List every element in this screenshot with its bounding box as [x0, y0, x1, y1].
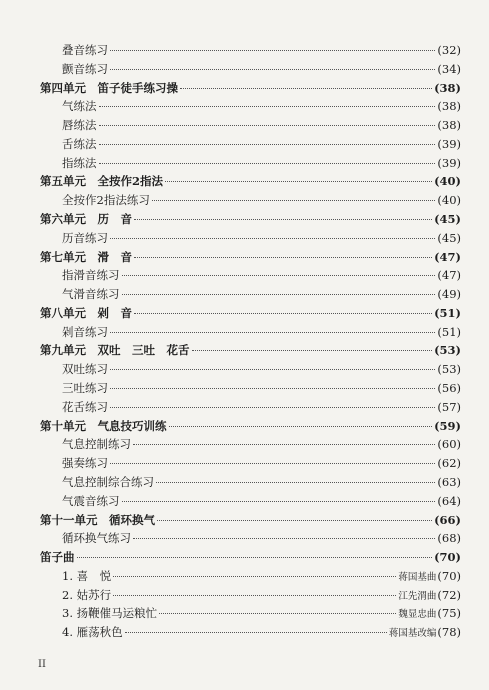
- toc-unit-heading: [40, 249, 461, 265]
- toc-entry-page: (38): [434, 80, 461, 95]
- toc-entry: [62, 587, 461, 603]
- toc-entry-page: (51): [437, 324, 461, 339]
- dot-leader: [122, 501, 436, 502]
- dot-leader: [180, 88, 432, 89]
- dot-leader: [113, 595, 396, 596]
- dot-leader: [122, 294, 436, 295]
- toc-unit-heading: [40, 305, 461, 321]
- toc-entry-title: 第四单元 笛子徒手练习操: [40, 80, 178, 95]
- toc-unit-heading: [40, 549, 461, 565]
- dot-leader: [99, 144, 436, 145]
- dot-leader: [99, 163, 436, 164]
- toc-entry-title: 第十一单元 循环换气: [40, 512, 155, 527]
- toc-entry-page: (59): [434, 418, 461, 433]
- toc-entry: [62, 98, 461, 114]
- toc-entry-title: 第五单元 全按作2指法: [40, 174, 164, 189]
- toc-entry: [62, 530, 461, 546]
- toc-entry-page: (70): [437, 568, 461, 583]
- dot-leader: [134, 257, 432, 258]
- toc-entry: [62, 267, 461, 283]
- toc-entry: [62, 192, 461, 208]
- toc-entry-title: 双吐练习: [62, 362, 108, 377]
- toc-entry: [62, 136, 461, 152]
- toc-unit-heading: [40, 418, 461, 434]
- toc-entry-page: (68): [437, 531, 461, 546]
- toc-entry-title: 全按作2指法练习: [62, 193, 150, 208]
- toc-entry-title: 第十单元 气息技巧训练: [40, 418, 167, 433]
- toc-unit-heading: [40, 173, 461, 189]
- toc-entry-title: 历音练习: [62, 230, 108, 245]
- toc-entry-page: (75): [437, 606, 461, 621]
- toc-entry-page: (72): [437, 587, 461, 602]
- toc-entry: [62, 117, 461, 133]
- toc-entry-page: (70): [434, 550, 461, 565]
- toc-entry-page: (53): [434, 343, 461, 358]
- toc-entry-composer: 魏显忠曲: [398, 609, 437, 621]
- toc-entry-page: (45): [437, 230, 461, 245]
- dot-leader: [77, 557, 433, 558]
- dot-leader: [113, 576, 396, 577]
- toc-entry: [62, 568, 461, 584]
- toc-unit-heading: [40, 211, 461, 227]
- toc-entry: [62, 42, 461, 58]
- toc-entry-title: 花舌练习: [62, 399, 108, 414]
- toc-entry-title: 气息控制练习: [62, 437, 131, 452]
- dot-leader: [152, 200, 436, 201]
- toc-entry-title: 气滑音练习: [62, 287, 120, 302]
- toc-entry-page: (57): [437, 399, 461, 414]
- toc-entry-page: (39): [437, 136, 461, 151]
- toc-entry-title: 第六单元 历 音: [40, 212, 132, 227]
- toc-entry-title: 气练法: [62, 99, 97, 114]
- toc-entry-page: (45): [434, 212, 461, 227]
- toc-entry: [62, 155, 461, 171]
- toc-entry-page: (49): [437, 287, 461, 302]
- dot-leader: [110, 238, 435, 239]
- toc-entry-title: 指练法: [62, 155, 97, 170]
- dot-leader: [133, 538, 435, 539]
- toc-entry-page: (56): [437, 381, 461, 396]
- dot-leader: [134, 313, 432, 314]
- dot-leader: [157, 520, 432, 521]
- toc-unit-heading: [40, 342, 461, 358]
- toc-entry: [62, 455, 461, 471]
- toc-entry-title: 3. 扬鞭催马运粮忙: [62, 606, 158, 621]
- toc-entry-page: (51): [434, 305, 461, 320]
- toc-entry-title: 1. 喜 悦: [62, 568, 112, 583]
- page-number: II: [38, 659, 46, 670]
- toc-entry-title: 叠音练习: [62, 43, 108, 57]
- dot-leader: [159, 613, 396, 614]
- dot-leader: [125, 632, 387, 633]
- toc-entry-title: 唇练法: [62, 118, 97, 133]
- dot-leader: [133, 444, 435, 445]
- toc-entry-page: (34): [437, 61, 461, 76]
- dot-leader: [122, 275, 436, 276]
- toc-entry-page: (38): [437, 99, 461, 114]
- toc-entry-page: (53): [437, 362, 461, 377]
- toc-entry: [62, 493, 461, 509]
- dot-leader: [169, 426, 433, 427]
- toc-entry: [62, 624, 461, 640]
- toc-unit-heading: [40, 80, 461, 96]
- dot-leader: [165, 181, 432, 182]
- toc-entry-title: 笛子曲: [40, 550, 75, 565]
- toc-entry: [62, 61, 461, 77]
- toc-entry: [62, 399, 461, 415]
- toc-entry-page: (39): [437, 155, 461, 170]
- toc-entry-title: 2. 姑苏行: [62, 587, 112, 602]
- toc-entry-page: (47): [437, 268, 461, 283]
- dot-leader: [156, 482, 435, 483]
- toc-entry-title: 第八单元 剁 音: [40, 305, 132, 320]
- dot-leader: [110, 50, 435, 51]
- dot-leader: [99, 106, 436, 107]
- toc-entry-page: (38): [437, 118, 461, 133]
- toc-entry-title: 剁音练习: [62, 324, 108, 339]
- dot-leader: [110, 407, 435, 408]
- toc-entry-page: (62): [437, 456, 461, 471]
- toc-entry-title: 指滑音练习: [62, 268, 120, 283]
- toc-entry-page: (66): [434, 512, 461, 527]
- toc-entry-title: 气震音练习: [62, 493, 120, 508]
- toc-entry-title: 颤音练习: [62, 61, 108, 76]
- toc-entry-title: 气息控制综合练习: [62, 474, 154, 489]
- toc-entry: [62, 361, 461, 377]
- toc-entry: [62, 436, 461, 452]
- toc-unit-heading: [40, 512, 461, 528]
- toc-entry-title: 第九单元 双吐 三吐 花舌: [40, 343, 190, 358]
- dot-leader: [110, 463, 435, 464]
- toc-entry: [62, 230, 461, 246]
- toc-entry-page: (40): [437, 193, 461, 208]
- toc-entry: [62, 324, 461, 340]
- toc-entry-page: (60): [437, 437, 461, 452]
- toc-entry-page: (63): [437, 474, 461, 489]
- toc-entry: [62, 380, 461, 396]
- dot-leader: [134, 219, 432, 220]
- toc-entry-composer: 蒋国基曲: [398, 571, 437, 583]
- toc-entry-page: (32): [437, 43, 461, 57]
- toc-entry-title: 第七单元 滑 音: [40, 249, 132, 264]
- dot-leader: [110, 332, 435, 333]
- toc-entry-page: (64): [437, 493, 461, 508]
- toc-entry-page: (40): [434, 174, 461, 189]
- toc-entry-composer: 蒋国基改编: [388, 628, 437, 640]
- toc-entry-composer: 江先渭曲: [398, 590, 437, 602]
- toc-entry-title: 舌练法: [62, 136, 97, 151]
- dot-leader: [110, 388, 435, 389]
- toc-entry: [62, 474, 461, 490]
- dot-leader: [192, 350, 433, 351]
- dot-leader: [99, 125, 436, 126]
- toc-entry-title: 三吐练习: [62, 381, 108, 396]
- toc-entry-title: 4. 雁荡秋色: [62, 625, 123, 640]
- toc-entry-page: (47): [434, 249, 461, 264]
- toc-entry-page: (78): [437, 625, 461, 640]
- toc-entry: [62, 286, 461, 302]
- dot-leader: [110, 69, 435, 70]
- toc-entry-title: 循环换气练习: [62, 531, 131, 546]
- toc-entry-title: 强奏练习: [62, 456, 108, 471]
- toc-entry: [62, 605, 461, 621]
- dot-leader: [110, 369, 435, 370]
